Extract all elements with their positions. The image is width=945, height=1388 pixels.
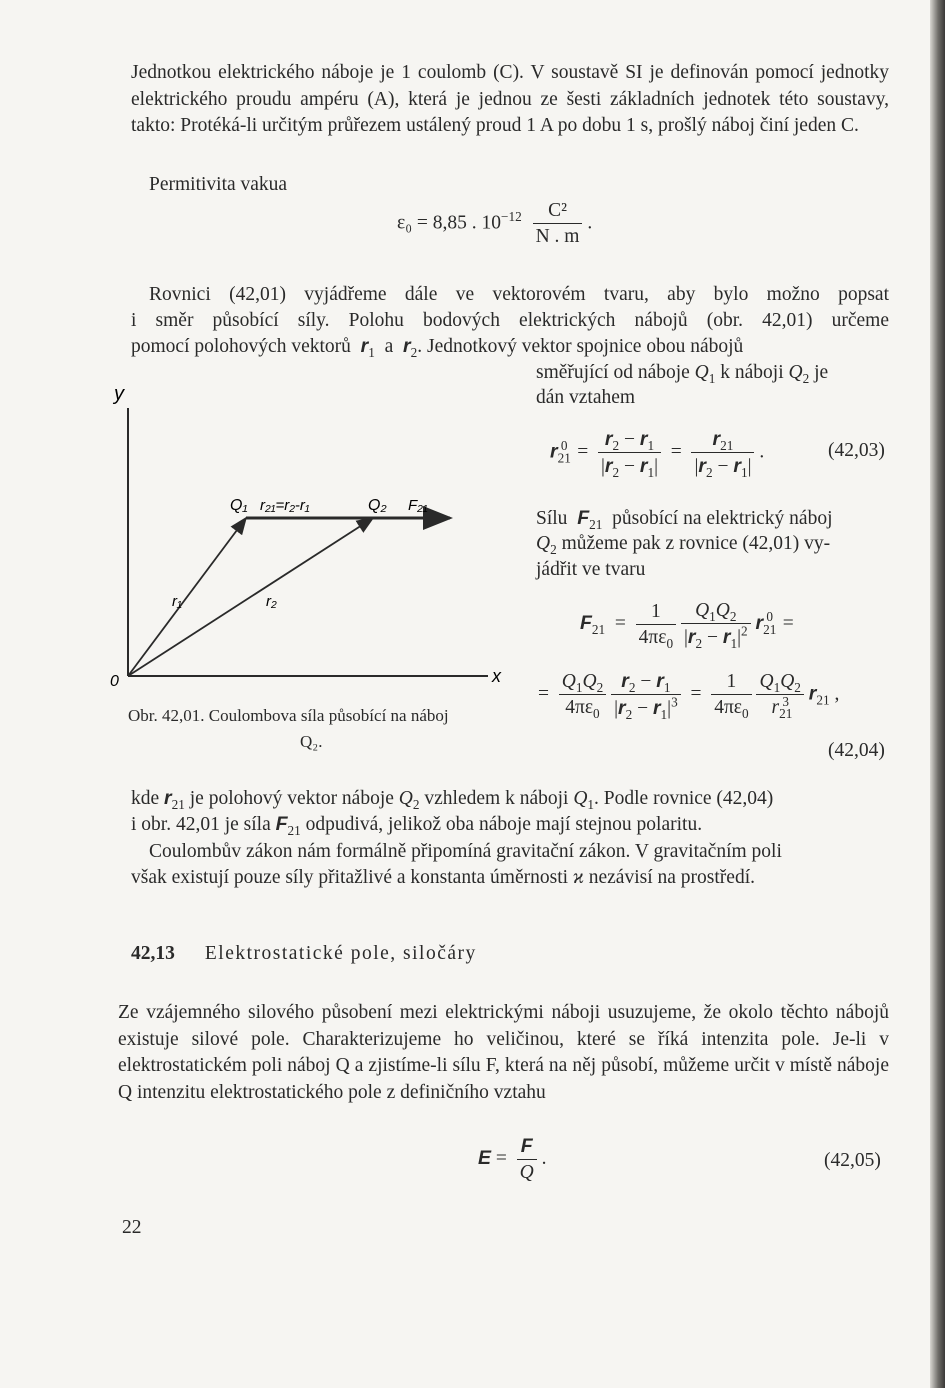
- vector-r1: [128, 518, 246, 676]
- label-q2: Q₂: [368, 497, 387, 514]
- equation-force-1: $F_{21}$ = $\frac{1}{4\pi\varepsilon_0}$ $\frac{Q_1Q_2}{|r_2 - r_1|^2}$ $r_{21}^0$ =: [580, 600, 794, 651]
- equation-number-42-04: (42,04): [828, 740, 885, 761]
- vector-r2: [128, 518, 373, 676]
- section-number: 42,13: [131, 943, 175, 964]
- label-r21-eq: r₂₁=r₂-r₁: [260, 497, 310, 514]
- paragraph-force-3: jádřit ve tvaru: [536, 559, 646, 580]
- book-binding-shadow: [930, 0, 945, 1388]
- equation-number-42-05: (42,05): [824, 1150, 881, 1171]
- section-heading: [131, 943, 477, 965]
- paragraph-coulomb-unit: Jednotkou elektrického náboje je 1 coulomb (C). V soustavě SI je definován pomocí jednotky elektrického proudu ampéru (A), která je jednou ze šesti základních jednotek této soustavy, takto: Protéká-li určitým průřezem ustálený proud 1 A po dobu 1 s, prošlý náboj činí jeden C.: [131, 62, 889, 136]
- paragraph-repulsive-2: i obr. 42,01 je síla $F_{21}$ odpudivá, jelikož oba náboje mají stejnou polaritu.: [131, 813, 703, 838]
- paragraph-force-1: Sílu $F_{21}$ působící na elektrický náboj: [536, 507, 833, 532]
- paragraph-vector-form-5: dán vztahem: [536, 387, 636, 408]
- label-f21: F₂₁: [408, 497, 428, 514]
- equation-eps0: ε₀ = 8,85 . $10^{-12}$ $\frac{\text{C²}}{N . m}$ .: [397, 200, 593, 247]
- axis-y-label: y: [114, 383, 124, 405]
- paragraph-gravity-2: však existují pouze síly přitažlivé a konstanta úměrnosti ϰ nezávisí na prostředí.: [131, 867, 755, 888]
- label-q1: Q₁: [230, 497, 248, 514]
- paragraph-vector-form-3: pomocí polohových vektorů $r_1$ a $r_2$. Jednotkový vektor spojnice obou nábojů: [131, 335, 744, 360]
- paragraph-force-2: $Q_2$ můžeme pak z rovnice (42,01) vy-: [536, 533, 831, 557]
- paragraph-repulsive-1: kde $r_{21}$ je polohový vektor náboje $Q_2$ vzhledem k náboji $Q_1$. Podle rovnice (42,04): [131, 787, 774, 812]
- label-r1: r₁: [172, 593, 182, 610]
- label-r2: r₂: [266, 593, 277, 610]
- equation-unit-vector: $r_{21}^0$ = $\frac{r_2 - r_1}{|r_2 - r_1|}$ = $\frac{r_{21}}{|r_2 - r_1|}$ .: [550, 428, 765, 480]
- paragraph-vector-form-1: Rovnici (42,01) vyjádřeme dále ve vektorovém tvaru, aby bylo možno popsat: [149, 284, 889, 305]
- figure-caption-line2: Q₂.: [300, 732, 323, 751]
- figure-coulomb-force: [110, 378, 510, 698]
- equation-field-intensity: E = $\frac{F}{Q}$ .: [478, 1135, 547, 1183]
- equation-number-42-03: (42,03): [828, 440, 885, 461]
- section-title: Elektrostatické pole, siločáry: [204, 943, 477, 964]
- axis-x-label: x: [492, 666, 501, 686]
- equation-force-2: = $\frac{Q_1Q_2}{4\pi\varepsilon_0}$ $\frac{r_2 - r_1}{|r_2 - r_1|^3}$ = $\frac{1}{4\pi\varepsilon_0}$ $\frac{Q_1Q_2}{r_{21}^3}$ $r_{21}$ ,: [538, 670, 840, 722]
- origin-label: 0: [110, 673, 119, 690]
- paragraph-gravity-1: Coulombův zákon nám formálně připomíná gravitační zákon. V gravitačním poli: [149, 841, 782, 862]
- paragraph-field-intensity: Ze vzájemného silového působení mezi elektrickými náboji usuzujeme, že okolo těchto nábojů existuje silové pole. Charakterizujeme ho veličinou, které se říká intenzita pole. Je-li v elektrostatickém poli náboj Q a zjistíme-li sílu F, která na něj působí, můžeme určit v místě náboje Q intenzitu elektrostatického pole z definičního vztahu: [118, 1002, 889, 1103]
- paragraph-permittivity: Permitivita vakua: [149, 174, 288, 195]
- paragraph-vector-form-4: směřující od náboje $Q_1$ k náboji $Q_2$ je: [536, 362, 829, 386]
- paragraph-vector-form-2: i směr působící síly. Polohu bodových elektrických nábojů (obr. 42,01) určeme: [131, 310, 889, 331]
- figure-caption-line1: Obr. 42,01. Coulombova síla působící na náboj: [128, 706, 449, 725]
- page-number: 22: [122, 1217, 142, 1238]
